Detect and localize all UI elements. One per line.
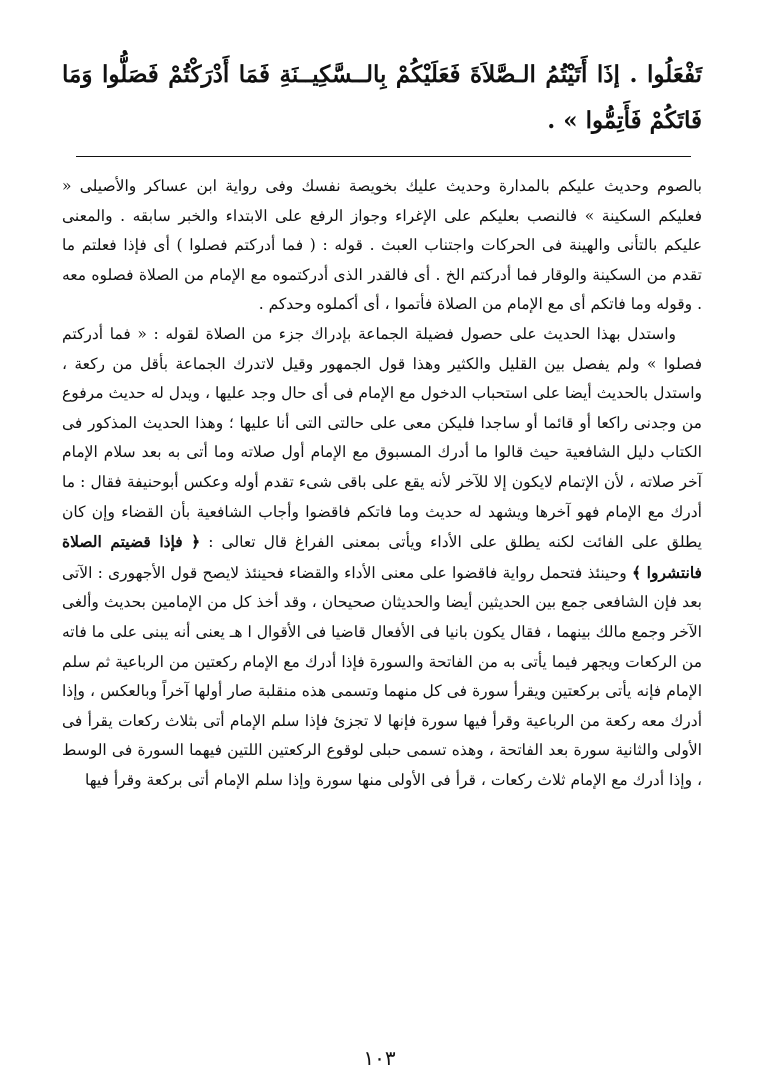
page-number: ١٠٣ bbox=[363, 1046, 396, 1070]
commentary bbox=[62, 172, 702, 795]
commentary-paragraph-2-start: واستدل بهذا الحديث على حصول فضيلة الجماعة بإدراك جزء من الصلاة لقوله : « فما أدركتم فصلوا » ولم يفصل بين القليل والكثير وهذا قول الجمهور وقيل لاتدرك الجماعة بأقل من ركعة ، واستدل بالحديث أيضا على استحباب الدخول مع الإمام فى أى حال وجد عليها ، ويدل له حديث مرفوع من وجدنى راكعا أو قائما أو ساجدا فليكن معى على حالتى التى أنا عليها ؛ وهذا الحديث المذكور فى الكتاب دليل الشافعية حيث قالوا ما أدرك المسبوق مع الإمام أول صلاته وما أتى به بعد سلام الإمام آخر صلاته ، لأن الإتمام لايكون إلا للآخر لأنه يقع على باقى شىء تقدم أوله وعكس أبوحنيفة فقال : ما أدرك مع الإمام فهو آخرها ويشهد له حديث وما فاتكم فاقضوا وأجاب الشافعية بأن القضاء وإن كان يطلق على الفائت لكنه يطلق على الأداء ويأتى بمعنى الفراغ قال تعالى : bbox=[62, 324, 702, 552]
commentary-paragraph-1: بالصوم وحديث عليكم بالمدارة وحديث عليك بخويصة نفسك وفى رواية ابن عساكر والأصيلى « فعليكم السكينة » فالنصب بعليكم على الإغراء وجواز الرفع على الابتداء والخبر سابقه . والمعنى عليكم بالتأنى والهينة فى الحركات واجتناب العبث . قوله : ( فما أدركتم فصلوا ) أى فإذا فعلتم ما تقدم من السكينة والوقار فما أدركتم الخ . أى فالقدر الذى أدركتموه مع الإمام من الصلاة فصلوه معه . وقوله وما فاتكم أى مع الإمام من الصلاة فأتموا ، أى أكملوه وحدكم . bbox=[62, 177, 702, 314]
hadith-text: تَفْعَلُوا . إذَا أَتَيْتُمُ الـصَّلاَةَ فَعَلَيْكُمْ بِالــسَّكِيــنَةِ فَمَا أَدْرَكْتُمْ فَصَلُّوا وَمَا فَاتَكُمْ فَأَتِمُّوا » . bbox=[62, 61, 702, 134]
quran-quote: ﴿ فإذا قضيتم الصلاة فانتشروا ﴾ bbox=[62, 532, 702, 582]
commentary-paragraph-2 bbox=[62, 320, 702, 796]
commentary-paragraph-2-end: وحينئذ فتحمل رواية فاقضوا على معنى الأداء والقضاء فحينئذ لايصح قول الأجهورى : الآتى بعد فإن الشافعى جمع بين الحديثين أيضا والحديثان صحيحان ، وقد أخذ كل من الإمامين بحديث وألغى الآخر وجمع مالك بينهما ، فقال يكون بانيا فى الأفعال قاضيا فى الأقوال ا هـ يعنى أنه يبنى على ما فاته من الركعات ويجهر فيما يأتى به من الفاتحة والسورة فإذا أدرك مع الإمام ركعتين من الرباعية ثم سلم الإمام فإنه يأتى بركعتين ويقرأ سورة فى كل منهما وتسمى هذه منقلبة صار أولها آخراً وبالعكس ، وإذا أدرك معه ركعة من الرباعية وقرأ فيها سورة فإنها لا تجزئ فإذا سلم الإمام أتى بثلاث ركعات يقرأ فى الأولى والثانية سورة بعد الفاتحة ، وهذه تسمى حبلى لوقوع الركعتين اللتين فيهما السورة فى الوسط ، وإذا أدرك مع الإمام ثلاث ركعات ، قرأ فى الأولى منها سورة وإذا سلم الإمام أتى بركعة وقرأ فيها bbox=[62, 563, 702, 789]
divider-line bbox=[76, 156, 691, 157]
